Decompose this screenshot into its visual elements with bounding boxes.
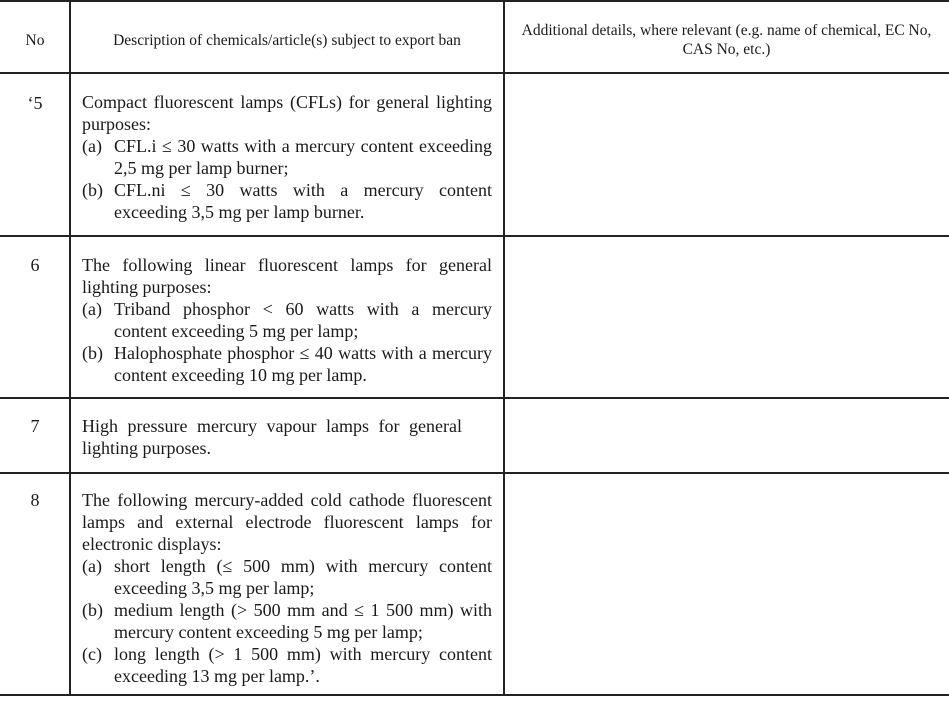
row-number: ‘5	[27, 93, 43, 113]
row-description	[82, 489, 492, 687]
row-intro: The following linear fluorescent lamps for general lighting purposes:	[82, 255, 492, 297]
column-divider	[503, 0, 505, 696]
item-label: (c)	[82, 644, 102, 664]
item-label: (b)	[82, 343, 103, 363]
item-text: Halophosphate phosphor ≤ 40 watts with a mercury content exceeding 10 mg per lamp.	[114, 343, 492, 385]
item-label: (a)	[82, 136, 102, 156]
item-label: (b)	[82, 600, 103, 620]
item-text: short length (≤ 500 mm) with mercury content exceeding 3,5 mg per lamp;	[114, 556, 492, 598]
list-item	[82, 298, 492, 342]
item-text: CFL.i ≤ 30 watts with a mercury content exceeding 2,5 mg per lamp burner;	[114, 136, 492, 178]
row-intro: High pressure mercury vapour lamps for general lighting purposes.	[82, 416, 462, 458]
header-description: Description of chemicals/article(s) subject to export ban	[113, 32, 461, 49]
header-no: No	[25, 32, 45, 49]
item-label: (a)	[82, 556, 102, 576]
table-bottom-rule	[0, 694, 949, 696]
row-description	[82, 254, 492, 386]
item-label: (a)	[82, 299, 102, 319]
table-top-rule	[0, 0, 949, 2]
list-item	[82, 643, 492, 687]
header-additional-details: Additional details, where relevant (e.g. name of chemical, EC No, CAS No, etc.)	[521, 22, 932, 58]
header-bottom-rule	[0, 72, 949, 74]
row-number: 7	[30, 416, 40, 436]
item-label: (b)	[82, 180, 103, 200]
row-intro: The following mercury-added cold cathode fluorescent lamps and external electrode fluorescent lamps for electronic displays:	[82, 490, 492, 554]
row-description	[82, 91, 492, 223]
row-number: 6	[30, 255, 40, 275]
row-divider	[0, 235, 949, 237]
list-item	[82, 179, 492, 223]
list-item	[82, 599, 492, 643]
row-divider	[0, 472, 949, 474]
list-item	[82, 342, 492, 386]
list-item	[82, 555, 492, 599]
row-number: 8	[30, 490, 40, 510]
item-text: medium length (> 500 mm and ≤ 1 500 mm) with mercury content exceeding 5 mg per lamp;	[114, 600, 492, 642]
row-intro: Compact fluorescent lamps (CFLs) for general lighting purposes:	[82, 92, 492, 134]
item-text: Triband phosphor < 60 watts with a mercury content exceeding 5 mg per lamp;	[114, 299, 492, 341]
list-item	[82, 135, 492, 179]
item-text: CFL.ni ≤ 30 watts with a mercury content exceeding 3,5 mg per lamp burner.	[114, 180, 492, 222]
item-text: long length (> 1 500 mm) with mercury content exceeding 13 mg per lamp.’.	[114, 644, 492, 686]
row-divider	[0, 397, 949, 399]
row-description	[82, 415, 492, 459]
